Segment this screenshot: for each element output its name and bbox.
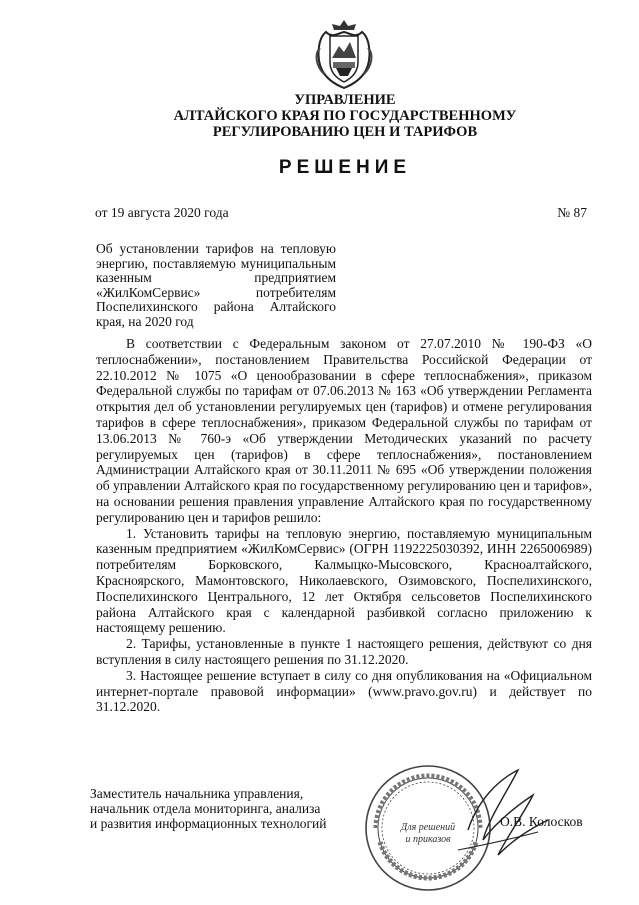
authority-line: УПРАВЛЕНИЕ xyxy=(294,92,396,108)
decision-item: 1. Установить тарифы на тепловую энергию, поставляемую муниципальным казенным предприятием «ЖилКомСервис» (ОГРН 1192225030392, ИНН 2265006989) потребителям Борковского, Калмыцко-Мысовского, Красноалтайского, Красноярского, Мамонтовского, Николаевского, Озимовского, Поспелихинского, Поспелихинского Центрального, 12 лет Октября сельсоветов Поспелихинского района Алтайского края с календарной разбивкой согласно приложению к настоящему решению. xyxy=(96,525,592,636)
authority-line: РЕГУЛИРОВАНИЮ ЦЕН И ТАРИФОВ xyxy=(212,124,478,140)
issuing-authority xyxy=(130,92,560,140)
document-type-title: РЕШЕНИЕ xyxy=(278,157,412,178)
svg-text:и приказов: и приказов xyxy=(405,834,451,845)
signatory-position xyxy=(90,786,370,831)
position-line: начальник отдела мониторинга, анализа xyxy=(90,801,321,816)
document-body xyxy=(96,336,592,715)
document-date: от 19 августа 2020 года xyxy=(95,205,229,220)
preamble-paragraph: В соответствии с Федеральным законом от 27.07.2010 № 190-ФЗ «О теплоснабжении», постановлением Правительства Российской Федерации от 22.10.2012 № 1075 «О ценообразовании в сфере теплоснабжения», приказом Федеральной службы по тарифам от 07.06.2013 № 163 «Об утверждении Регламента открытия дел об установлении регулируемых цен (тарифов) и отмене регулирования тарифов в сфере теплоснабжения», приказом Федеральной службы по тарифам от 13.06.2013 № 760-э «Об утверждении Методических указаний по расчету регулируемых цен (тарифов) в сфере теплоснабжения», постановлением Администрации Алтайского края от 30.11.2011 № 695 «Об утверждении положения об управлении Алтайского края по государственному регулированию цен и тарифов», на основании решения правления управление Алтайского края по государственному регулированию цен и тарифов решило: xyxy=(96,336,592,525)
decision-item: 3. Настоящее решение вступает в силу со дня опубликования на «Официальном интернет-портале правовой информации» (www.pravo.gov.ru) и действует по 31.12.2020. xyxy=(96,667,592,715)
signatory-name: О.В. Колосков xyxy=(500,814,583,829)
position-line: Заместитель начальника управления, xyxy=(90,786,304,801)
document-subject: Об установлении тарифов на тепловую энергию, поставляемую муниципальным казенным предприятием «ЖилКомСервис» потребителям Поспелихинского района Алтайского края, на 2020 год xyxy=(96,241,336,329)
altai-krai-coat-of-arms-icon xyxy=(312,18,376,90)
authority-line: АЛТАЙСКОГО КРАЯ ПО ГОСУДАРСТВЕННОМУ xyxy=(173,108,517,124)
position-line: и развития информационных технологий xyxy=(90,816,327,831)
document-number: № 87 xyxy=(557,205,587,220)
decision-item: 2. Тарифы, установленные в пункте 1 настоящего решения, действуют со дня вступления в силу настоящего решения по 31.12.2020. xyxy=(96,636,592,667)
svg-text:Для решений: Для решений xyxy=(400,822,456,833)
